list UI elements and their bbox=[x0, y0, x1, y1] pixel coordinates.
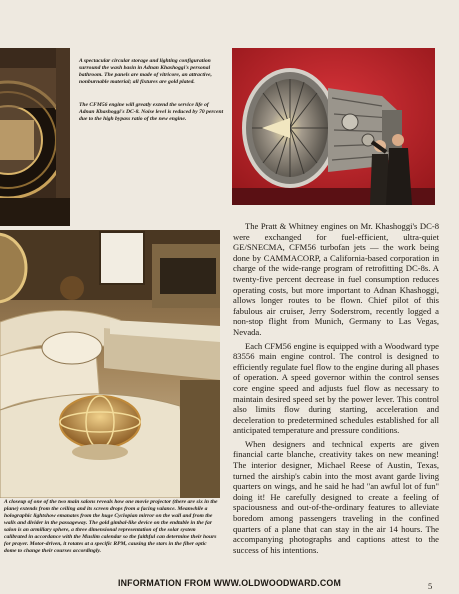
article-body bbox=[233, 221, 439, 558]
footer-source: INFORMATION FROM WWW.OLDWOODWARD.COM bbox=[117, 578, 341, 588]
washbasin-caption: A spectacular circular storage and lighting configuration surround the wash basin in Adnan Khashoggi's personal bathroom. The panels are made of vitricore, an attractive, nonburnable material; all fixtures are gold plated. bbox=[79, 58, 212, 85]
engine-image bbox=[232, 48, 435, 205]
paragraph-engine-control: Each CFM56 engine is equipped with a Woodward type 83556 main engine control. The control is designed to efficiently regulate fuel flow to the engine during all phases of operation. A speed governor within the control senses core engine speed and adjusts fuel flow as necessary to maintain desired speed set by the power lever. This control also limits flow during starting, acceleration and deceleration to predetermined schedules established for all anticipated temperature and pressure conditions. bbox=[233, 340, 439, 436]
engine-caption: The CFM56 engine will greatly extend the service life of Adnan Khashoggi's DC-8. Noise level is reduced by 70 percent due to the high bypass ratio of the new engine. bbox=[79, 102, 224, 122]
salon-photo bbox=[0, 230, 220, 498]
paragraph-retrofit: The Pratt & Whitney engines on Mr. Khashoggi's DC-8 were exchanged for fuel-efficient, ultra-quiet GE/SNECMA, CFM56 turbofan jets — the work being done by CAMMACORP, a California-based corporation in charge of the wide-range program of retrofitting DC-8s. A twenty-five percent decrease in fuel consumption reduces operating costs, but more important to Adnan Khashoggi, allows longer routes to be flown. Chief pilot of this fabulous air cruiser, Jerry Soderstrom, recently logged a non-stop flight from Munich, Germany to Las Vegas, Nevada. bbox=[233, 221, 439, 337]
paragraph-interior-design: When designers and technical experts are given financial carte blanche, creativity takes on new meaning! The interior designer, Michael Reese of Austin, Texas, turned the airship's cabin into the most avant garde living quarters on wings, and he said he had "an awful lot of fun" doing it! He carefully designed to create a feeling of spaciousness and out-of-the-ordinary features to alleviate boredom among passengers traveling in the confined quarters of a plane that can stay in the air 14 hours. The accompanying photographs and captions attest to the success of his intentions. bbox=[233, 438, 439, 555]
bathroom-image bbox=[0, 48, 70, 226]
page-number: 5 bbox=[428, 581, 433, 591]
engine-photo bbox=[232, 48, 435, 205]
salon-caption: A closeup of one of the two main salons reveals how one movie projector (there are six in the plane) extends from the ceiling and its screen drops from a facing valance. Meanwhile a holographic lightshow emanates from the huge Cyclopian mirror on the wall and from the walls and divider in the passageway. The gold gimbal-like device on the endtable in the far salon is an armillary sphere, a three dimensional representation of the solar system calibrated in accordance with the Muslim calendar so the faithful can determine their hours for prayer. Motor-driven, it rotates at a specific RPM, causing the stars in the fiber optic dome to change their courses accordingly. bbox=[4, 499, 218, 554]
salon-image bbox=[0, 230, 220, 498]
bathroom-photo bbox=[0, 48, 70, 226]
